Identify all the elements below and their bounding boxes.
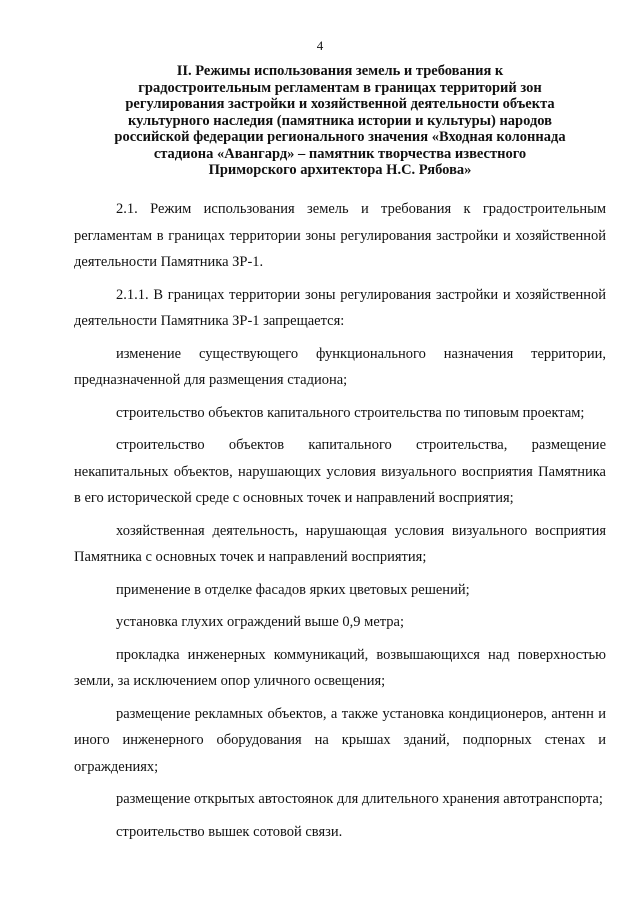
heading-line: градостроительным регламентам в границах территорий зон — [138, 79, 542, 96]
paragraph-2-1-1: 2.1.1. В границах территории зоны регулирования застройки и хозяйственной деятельности Памятника ЗР-1 запрещается: — [74, 286, 606, 329]
heading-line: культурного наследия (памятника истории и культуры) народов — [127, 112, 553, 129]
list-item: прокладка инженерных коммуникаций, возвышающихся над поверхностью земли, за исключением опор уличного освещения; — [74, 646, 606, 689]
heading-line: стадиона «Авангард» – памятник творчества известного — [153, 145, 527, 162]
list-item: применение в отделке фасадов ярких цветовых решений; — [116, 581, 470, 598]
heading-line: российской федерации регионального значения «Входная колоннада — [114, 129, 566, 145]
list-item: строительство объектов капитального строительства по типовым проектам; — [116, 404, 585, 421]
list-item: строительство объектов капитального строительства, размещение некапитальных объектов, нарушающих условия визуального восприятия Памятника в его исторической среде с основных точек и направлений восприятия; — [74, 437, 606, 506]
list-item: установка глухих ограждений выше 0,9 метра; — [116, 614, 404, 630]
paragraph-2-1: 2.1. Режим использования земель и требования к градостроительным регламентам в границах территории зоны регулирования застройки и хозяйственной деятельности Памятника ЗР-1. — [74, 201, 606, 270]
heading-line: регулирования застройки и хозяйственной деятельности объекта — [125, 96, 555, 112]
list-item: хозяйственная деятельность, нарушающая условия визуального восприятия Памятника с основных точек и направлений восприятия; — [74, 522, 606, 565]
heading-line: II. Режимы использования земель и требования к — [176, 63, 504, 79]
section-heading — [74, 63, 606, 179]
list-item: размещение открытых автостоянок для длительного хранения автотранспорта; — [116, 791, 603, 807]
heading-line: Приморского архитектора Н.С. Рябова» — [208, 162, 472, 178]
page-number: 4 — [316, 38, 324, 53]
list-item: размещение рекламных объектов, а также установка кондиционеров, антенн и иного инженерного оборудования на крышах зданий, подпорных стенах и ограждениях; — [74, 705, 606, 775]
list-item: строительство вышек сотовой связи. — [116, 823, 343, 840]
document-body — [74, 196, 606, 845]
list-item: изменение существующего функционального назначения территории, предназначенной для размещения стадиона; — [74, 345, 606, 388]
